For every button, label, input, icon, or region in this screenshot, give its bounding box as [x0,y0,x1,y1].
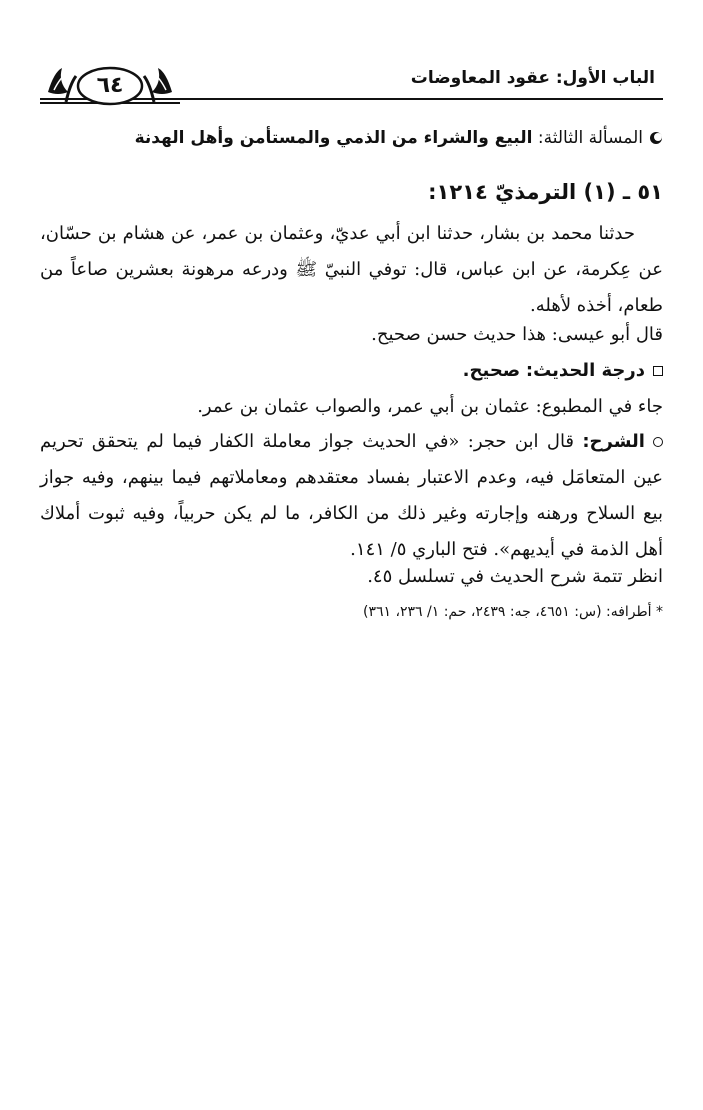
print-note: جاء في المطبوع: عثمان بن أبي عمر، والصواب عثمان بن عمر. [197,396,663,417]
degree-label: درجة الحديث: [525,360,645,381]
chapter-title: الباب الأول: عقود المعاوضات [410,68,655,88]
commentary-label: الشرح: [582,431,645,452]
page-number: ٦٤ [96,73,124,98]
circle-bullet-icon [653,437,663,447]
atraf-references: * أطرافه: (س: ٤٦٥١، جه: ٢٤٣٩، حم: ١/ ٢٣٦، ٣٦١) [362,604,663,620]
section-label: المسألة الثالثة: [537,128,643,148]
degree-value: صحيح. [462,360,521,381]
hadith-degree [463,360,663,381]
commentary-block [40,424,663,568]
section-heading [40,128,663,148]
abu-isa-grading: قال أبو عيسى: هذا حديث حسن صحيح. [371,324,663,345]
square-bullet-icon [653,366,663,376]
section-title: البيع والشراء من الذمي والمستأمن وأهل الهدنة [134,128,533,148]
page-number-badge [40,62,180,110]
commentary-text: قال ابن حجر: «في الحديث جواز معاملة الكفار فيما لم يتحقق تحريم عين المتعامَل فيه، وعدم الاعتبار بفساد معتقدهم ومعاملاتهم فيما بينهم، وفيه جواز بيع السلاح ورهنه وإجارته وغير ذلك من الكافر، ما لم يكن حربياً، وفيه ثبوت أملاك أهل الذمة في أيديهم». فتح الباري ٥/ ١٤١. [40,431,663,560]
crescent-bullet-icon [649,131,663,145]
page-header [40,62,663,112]
hadith-text: حدثنا محمد بن بشار، حدثنا ابن أبي عديّ، وعثمان بن عمر، عن هشام بن حسّان، عن عِكرمة، عن ابن عباس، قال: توفي النبيّ ﷺ ودرعه مرهونة بعشرين صاعاً من طعام، أخذه لأهله. [40,223,664,316]
hadith-heading: ٥١ ـ (١) الترمذيّ ١٢١٤: [428,180,663,204]
see-also: انظر تتمة شرح الحديث في تسلسل ٤٥. [367,566,663,587]
